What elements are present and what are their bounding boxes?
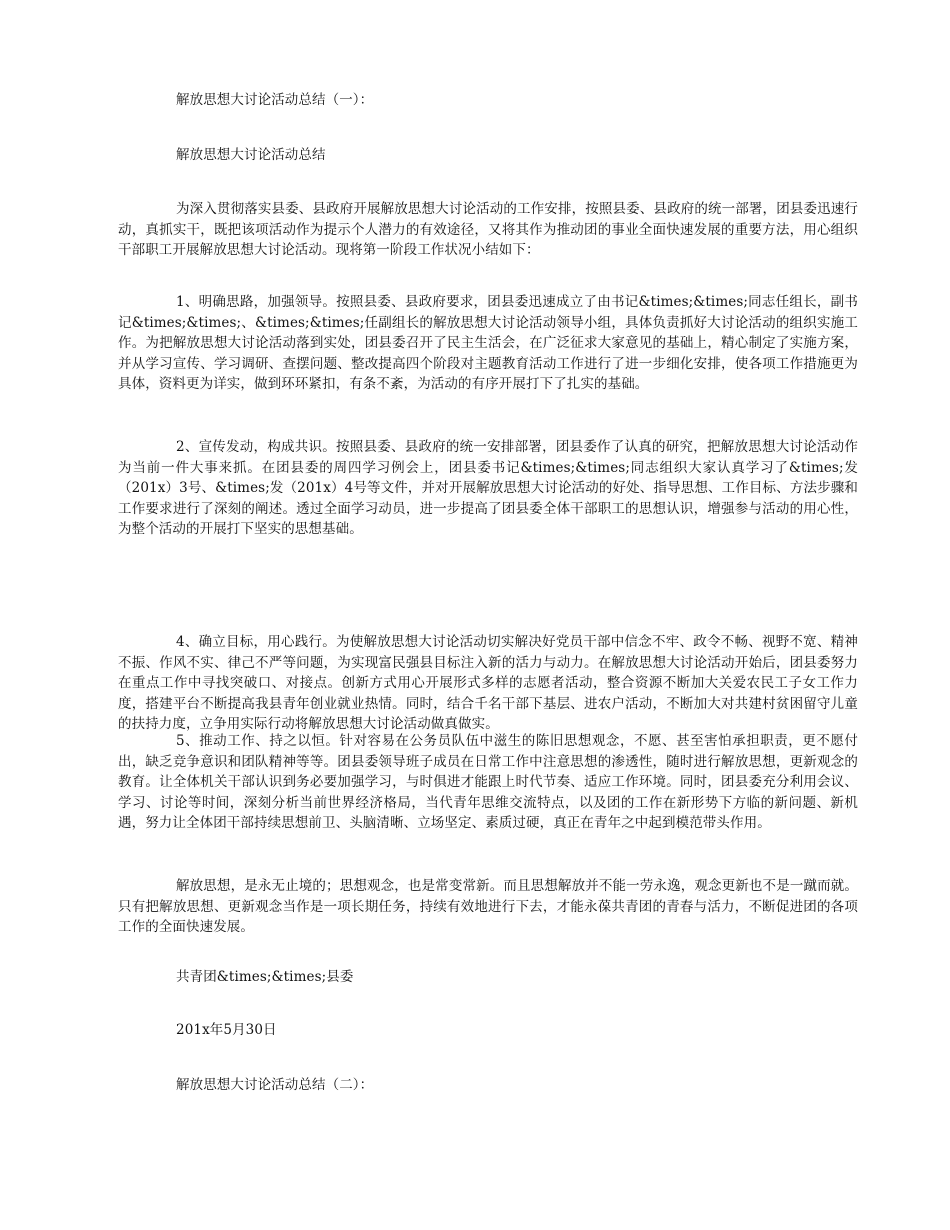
paragraph-item-5: 5、推动工作、持之以恒。针对容易在公务员队伍中滋生的陈旧思想观念，不愿、甚至害怕承担职责，更不愿付出，缺乏竞争意识和团队精神等等。团县委领导班子成员在日常工作中注意思想的渗透性，随时进行解放思想，更新观念的教育。让全体机关干部认识到务必要加强学习，与时俱进才能跟上时代节奏、适应工作环境。同时，团县委充分利用会议、学习、讨论等时间，深刻分析当前世界经济格局，当代青年思维交流特点，以及团的工作在新形势下方临的新问题、新机遇，努力让全体团干部持续思想前卫、头脑清晰、立场坚定、素质过硬，真正在青年之中起到模范带头作用。 [118, 733, 858, 831]
document-title-1: 解放思想大讨论活动总结（一）： [176, 92, 374, 108]
closing-paragraph: 解放思想，是永无止境的；思想观念，也是常变常新。而且思想解放并不能一劳永逸，观念更新也不是一蹴而就。只有把解放思想、更新观念当作是一项长期任务，持续有效地进行下去，才能永葆共青团的青春与活力，不断促进团的各项工作的全面快速发展。 [118, 878, 858, 935]
document-subtitle: 解放思想大讨论活动总结 [176, 147, 326, 163]
signature-line: 共青团&times;&times;县委 [176, 969, 354, 985]
paragraph-item-2: 2、宣传发动，构成共识。按照县委、县政府的统一安排部署，团县委作了认真的研究，把解放思想大讨论活动作为当前一件大事来抓。在团县委的周四学习例会上，团县委书记&times;&times;同志组织大家认真学习了&times;发（201x）3号、&times;发（201x）4号等文件，并对开展解放思想大讨论活动的好处、指导思想、工作目标、方法步骤和工作要求进行了深刻的阐述。透过全面学习动员，进一步提高了团县委全体干部职工的思想认识，增强参与活动的用心性，为整个活动的开展打下坚实的思想基础。 [118, 439, 858, 537]
intro-paragraph: 为深入贯彻落实县委、县政府开展解放思想大讨论活动的工作安排，按照县委、县政府的统一部署，团县委迅速行动，真抓实干，既把该项活动作为提示个人潜力的有效途径，又将其作为推动团的事业全面快速发展的重要方法，用心组织干部职工开展解放思想大讨论活动。现将第一阶段工作状况小结如下： [118, 201, 858, 258]
paragraph-item-1: 1、明确思路，加强领导。按照县委、县政府要求，团县委迅速成立了由书记&times;&times;同志任组长，副书记&times;&times;、&times;&times;任副组长的解放思想大讨论活动领导小组，具体负责抓好大讨论活动的组织实施工作。为把解放思想大讨论活动落到实处，团县委召开了民主生活会，在广泛征求大家意见的基础上，精心制定了实施方案，并从学习宣传、学习调研、查摆问题、整改提高四个阶段对主题教育活动工作进行了进一步细化安排，使各项工作措施更为具体，资料更为详实，做到环环紧扣，有条不紊，为活动的有序开展打下了扎实的基础。 [118, 294, 858, 392]
document-title-2: 解放思想大讨论活动总结（二）： [176, 1077, 374, 1093]
paragraph-item-4: 4、确立目标，用心践行。为使解放思想大讨论活动切实解决好党员干部中信念不牢、政令不畅、视野不宽、精神不振、作风不实、律己不严等问题，为实现富民强县目标注入新的活力与动力。在解放思想大讨论活动开始后，团县委努力在重点工作中寻找突破口、对接点。创新方式用心开展形式多样的志愿者活动，整合资源不断加大关爱农民工子女工作力度，搭建平台不断提高我县青年创业就业热情。同时，结合千名干部下基层、进农户活动，不断加大对共建村贫困留守儿童的扶持力度，立争用实际行动将解放思想大讨论活动做真做实。 [118, 634, 858, 732]
date-line: 201x年5月30日 [176, 1022, 277, 1038]
